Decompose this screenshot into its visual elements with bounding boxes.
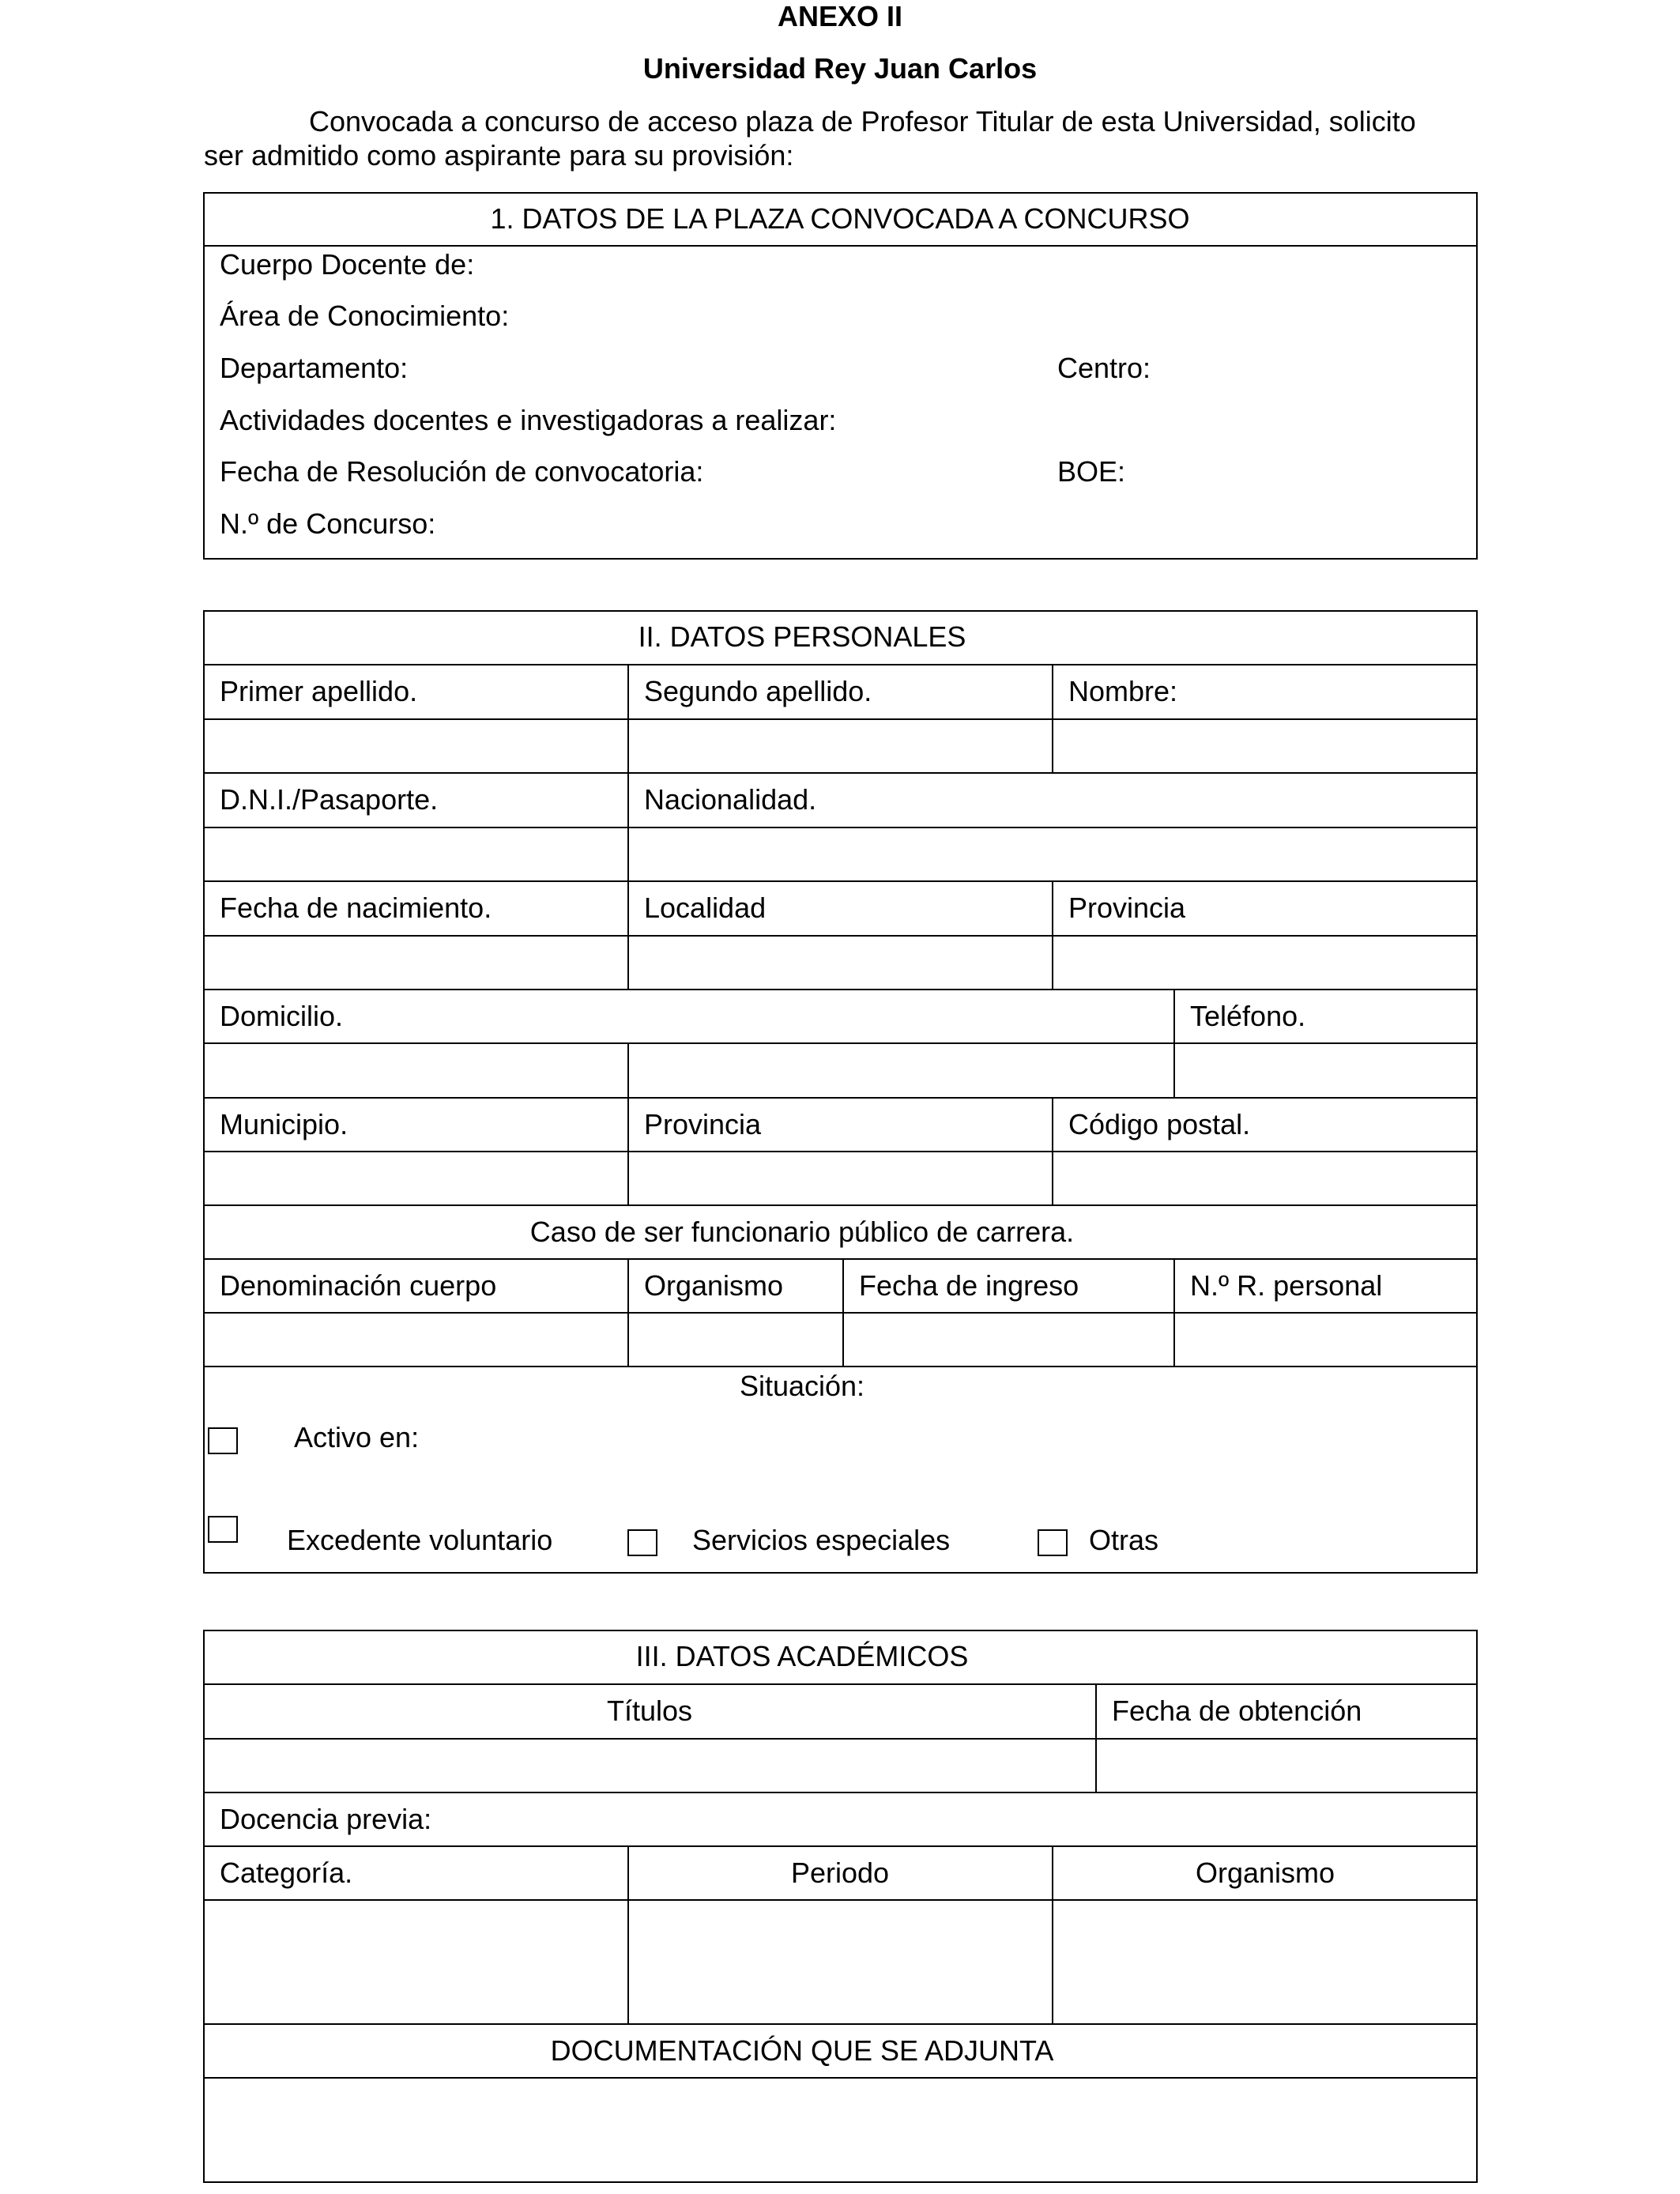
titulos-field[interactable] xyxy=(205,1740,1095,1792)
fecha-ingreso-field[interactable] xyxy=(844,1314,1173,1366)
divider xyxy=(203,1845,1478,1847)
titulos-label: Títulos xyxy=(606,1695,693,1727)
divider xyxy=(203,2023,1478,2025)
n-concurso-label[interactable]: N.º de Concurso: xyxy=(220,507,436,540)
intro-line-1: Convocada a concurso de acceso plaza de Profesor Titular de esta Universidad, solicito xyxy=(309,105,1416,138)
localidad-field[interactable] xyxy=(629,937,1052,989)
centro-label[interactable]: Centro: xyxy=(1057,352,1151,384)
denominacion-field[interactable] xyxy=(205,1314,627,1366)
docencia-previa-label: Docencia previa: xyxy=(220,1803,432,1835)
otras-checkbox[interactable] xyxy=(1038,1529,1068,1556)
actividades-label[interactable]: Actividades docentes e investigadoras a realizar: xyxy=(220,404,837,436)
divider xyxy=(203,245,1478,247)
nacionalidad-field[interactable] xyxy=(629,828,1476,880)
departamento-label[interactable]: Departamento: xyxy=(220,352,409,384)
telefono-field[interactable] xyxy=(1175,1044,1476,1097)
fecha-ingreso-label: Fecha de ingreso xyxy=(859,1269,1079,1302)
fecha-nacimiento-label: Fecha de nacimiento. xyxy=(220,892,492,924)
fecha-obtencion-field[interactable] xyxy=(1097,1740,1476,1792)
nacionalidad-label: Nacionalidad. xyxy=(644,783,817,816)
divider xyxy=(203,1258,1478,1260)
nombre-field[interactable] xyxy=(1053,720,1476,772)
provincia-domicilio-field[interactable] xyxy=(629,1152,1052,1204)
area-conocimiento-label[interactable]: Área de Conocimiento: xyxy=(220,300,510,332)
domicilio-label: Domicilio. xyxy=(220,1000,344,1032)
divider xyxy=(203,1683,1478,1685)
documentacion-field[interactable] xyxy=(205,2079,1476,2181)
categoria-label: Categoría. xyxy=(220,1857,353,1889)
codigo-postal-field[interactable] xyxy=(1053,1152,1476,1204)
servicios-checkbox[interactable] xyxy=(627,1529,657,1556)
divider xyxy=(203,772,1478,774)
dni-label: D.N.I./Pasaporte. xyxy=(220,783,439,816)
provincia-label: Provincia xyxy=(1068,892,1186,924)
divider xyxy=(203,1097,1478,1099)
documentacion-heading: DOCUMENTACIÓN QUE SE ADJUNTA xyxy=(550,2034,1054,2067)
divider xyxy=(203,989,1478,990)
organismo-docencia-field[interactable] xyxy=(1053,1901,1476,2023)
intro-line-2: ser admitido como aspirante para su provisión: xyxy=(204,139,794,172)
section-academicos-title: III. DATOS ACADÉMICOS xyxy=(635,1640,969,1672)
denominacion-label: Denominación cuerpo xyxy=(220,1269,497,1302)
excedente-label: Excedente voluntario xyxy=(287,1524,553,1556)
boe-label[interactable]: BOE: xyxy=(1057,455,1126,488)
excedente-checkbox[interactable] xyxy=(208,1516,238,1543)
categoria-field[interactable] xyxy=(205,1901,627,2023)
otras-label: Otras xyxy=(1089,1524,1159,1556)
divider xyxy=(203,880,1478,882)
provincia-field[interactable] xyxy=(1053,937,1476,989)
activo-label: Activo en: xyxy=(294,1421,420,1453)
primer-apellido-field[interactable] xyxy=(205,720,627,772)
primer-apellido-label: Primer apellido. xyxy=(220,675,418,707)
nombre-label: Nombre: xyxy=(1068,675,1178,707)
nrp-field[interactable] xyxy=(1175,1314,1476,1366)
servicios-label: Servicios especiales xyxy=(692,1524,951,1556)
organismo-field[interactable] xyxy=(629,1314,842,1366)
periodo-label: Periodo xyxy=(790,1857,890,1889)
section-plaza-title: 1. DATOS DE LA PLAZA CONVOCADA A CONCURSO xyxy=(490,202,1190,235)
telefono-label: Teléfono. xyxy=(1190,1000,1306,1032)
funcionario-heading: Caso de ser funcionario público de carrera. xyxy=(529,1216,1075,1248)
domicilio-field[interactable] xyxy=(205,1044,1173,1097)
codigo-postal-label: Código postal. xyxy=(1068,1108,1251,1140)
periodo-field[interactable] xyxy=(629,1901,1052,2023)
municipio-field[interactable] xyxy=(205,1152,627,1204)
situacion-heading: Situación: xyxy=(739,1370,865,1402)
organismo-docencia-label: Organismo xyxy=(1195,1857,1335,1889)
organismo-label: Organismo xyxy=(644,1269,784,1302)
cuerpo-docente-label[interactable]: Cuerpo Docente de: xyxy=(220,248,475,281)
provincia-domicilio-label: Provincia xyxy=(644,1108,762,1140)
annex-title: ANEXO II xyxy=(777,0,903,32)
segundo-apellido-label: Segundo apellido. xyxy=(644,675,872,707)
nrp-label: N.º R. personal xyxy=(1190,1269,1383,1302)
divider xyxy=(203,1792,1478,1793)
university-title: Universidad Rey Juan Carlos xyxy=(642,52,1038,85)
fecha-obtencion-label: Fecha de obtención xyxy=(1112,1695,1362,1727)
section-personales-title: II. DATOS PERSONALES xyxy=(638,620,966,653)
segundo-apellido-field[interactable] xyxy=(629,720,1052,772)
activo-checkbox[interactable] xyxy=(208,1427,238,1454)
fecha-resolucion-label[interactable]: Fecha de Resolución de convocatoria: xyxy=(220,455,704,488)
fecha-nacimiento-field[interactable] xyxy=(205,937,627,989)
municipio-label: Municipio. xyxy=(220,1108,348,1140)
localidad-label: Localidad xyxy=(644,892,767,924)
divider xyxy=(203,1204,1478,1206)
divider xyxy=(203,664,1478,665)
dni-field[interactable] xyxy=(205,828,627,880)
divider xyxy=(203,1366,1478,1367)
